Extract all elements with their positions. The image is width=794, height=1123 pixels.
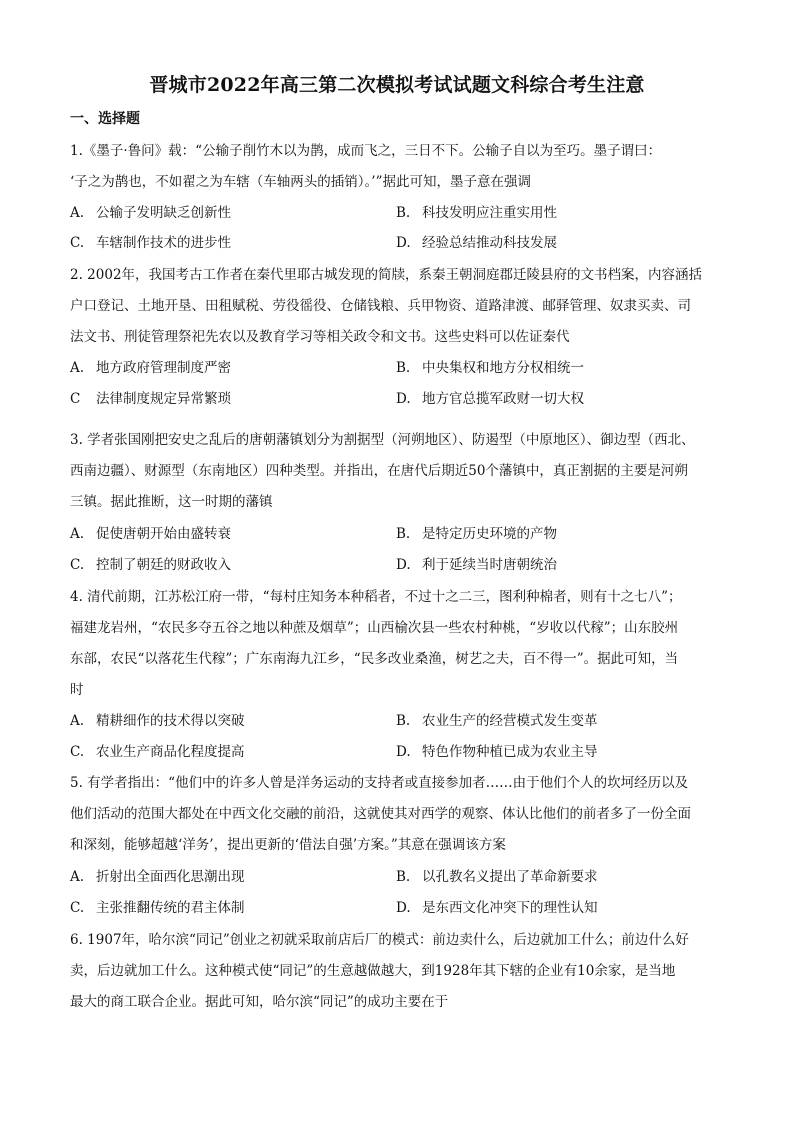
option-text: 是东西文化冲突下的理性认知 xyxy=(422,900,598,916)
option-text: 中央集权和地方分权相统一 xyxy=(422,360,584,376)
question-1-option-c xyxy=(70,233,231,253)
option-key: B. xyxy=(396,205,411,221)
question-1-line-2: ‘子之为鹊也，不如翟之为车辖（车轴两头的插销）。’”据此可知，墨子意在强调 xyxy=(70,174,531,190)
question-2-line-1: 2. 2002年，我国考古工作者在秦代里耶古城发现的简牍，系秦王朝洞庭郡迁陵县府的文书档案，内容涵括 xyxy=(70,267,703,283)
option-key: A. xyxy=(70,869,85,885)
option-text: 利于延续当时唐朝统治 xyxy=(422,557,557,573)
question-5-line-3: 和深刻，能够超越‘洋务’，提出更新的‘借法自强’方案。”其意在强调该方案 xyxy=(70,837,506,853)
question-2-option-a xyxy=(70,358,231,378)
option-text: 车辖制作技术的进步性 xyxy=(96,235,231,251)
question-4-option-d xyxy=(396,742,598,762)
question-2-option-b xyxy=(396,358,584,378)
question-4-option-b xyxy=(396,711,598,731)
option-key: C. xyxy=(70,900,85,916)
question-3-option-d xyxy=(396,555,557,575)
option-key: D. xyxy=(396,235,411,251)
question-4-line-2: 福建龙岩州，“农民多夺五谷之地以种蔗及烟草”；山西榆次县一些农村种桃，“岁收以代稼”；山东胶州 xyxy=(70,620,679,636)
option-text: 精耕细作的技术得以突破 xyxy=(96,713,245,729)
option-key: C. xyxy=(70,235,85,251)
option-key: D. xyxy=(396,744,411,760)
option-key: D. xyxy=(396,557,411,573)
question-3-line-2: 西南边疆）、财源型（东南地区）四种类型。并指出，在唐代后期近50个藩镇中，真正割据的主要是河朔 xyxy=(70,463,688,479)
question-3-option-b xyxy=(396,524,557,544)
question-1-option-b xyxy=(396,203,557,223)
question-6-line-2: 卖，后边就加工什么。这种模式使“同记”的生意越做越大，到1928年其下辖的企业有10余家，是当地 xyxy=(70,963,676,979)
option-text: 科技发明应注重实用性 xyxy=(422,205,557,221)
option-text: 以孔教名义提出了革命新要求 xyxy=(422,869,598,885)
question-6-line-1: 6. 1907年，哈尔滨“同记”创业之初就采取前店后厂的模式：前边卖什么，后边就加工什么；前边什么好 xyxy=(70,932,689,948)
option-key: B. xyxy=(396,869,411,885)
question-3-line-1: 3. 学者张国刚把安史之乱后的唐朝藩镇划分为割据型（河朔地区）、防遏型（中原地区）、御边型（西北、 xyxy=(70,432,695,448)
option-key: C. xyxy=(70,557,85,573)
option-text: 经验总结推动科技发展 xyxy=(422,235,557,251)
question-5-option-d xyxy=(396,898,598,918)
option-text: 地方政府管理制度严密 xyxy=(96,360,231,376)
option-text: 农业生产商品化程度提高 xyxy=(96,744,245,760)
option-text: 折射出全面西化思潮出现 xyxy=(96,869,245,885)
question-2-line-3: 法文书、刑徒管理祭祀先农以及教育学习等相关政令和文书。这些史料可以佐证秦代 xyxy=(70,329,570,345)
question-1-option-d xyxy=(396,233,557,253)
option-text: 法律制度规定异常繁琐 xyxy=(96,391,231,407)
question-4-line-4: 时 xyxy=(70,682,84,698)
page-title: 晋城市2022年高三第二次模拟考试试题文科综合考生注意 xyxy=(149,74,645,96)
option-text: 农业生产的经营模式发生变革 xyxy=(422,713,598,729)
option-key: A. xyxy=(70,360,85,376)
option-key: B. xyxy=(396,360,411,376)
question-2-option-c xyxy=(70,389,231,409)
option-text: 主张推翻传统的君主体制 xyxy=(96,900,245,916)
option-key: A. xyxy=(70,713,85,729)
option-key: D. xyxy=(396,391,411,407)
option-key: A. xyxy=(70,526,85,542)
question-3-option-c xyxy=(70,555,231,575)
option-text: 是特定历史环境的产物 xyxy=(422,526,557,542)
question-2-line-2: 户口登记、土地开垦、田租赋税、劳役徭役、仓储钱粮、兵甲物资、道路津渡、邮驿管理、奴隶买卖、司 xyxy=(70,298,691,314)
question-4-line-1: 4. 清代前期，江苏松江府一带，“每村庄知务本种稻者，不过十之二三，图利种棉者，则有十之七八”； xyxy=(70,589,682,605)
question-4-option-c xyxy=(70,742,245,762)
option-text: 特色作物种植已成为农业主导 xyxy=(422,744,598,760)
option-key: C xyxy=(70,391,81,407)
section-heading: 一、选择题 xyxy=(70,111,140,127)
question-5-line-1: 5. 有学者指出：“他们中的许多人曾是洋务运动的支持者或直接参加者……由于他们个人的坎坷经历以及 xyxy=(70,775,689,791)
question-5-line-2: 他们活动的范围大都处在中西文化交融的前沿，这就使其对西学的观察、体认比他们的前者多了一份全面 xyxy=(70,806,691,822)
option-text: 控制了朝廷的财政收入 xyxy=(96,557,231,573)
question-3-option-a xyxy=(70,524,231,544)
option-text: 地方官总揽军政财一切大权 xyxy=(422,391,584,407)
option-key: A. xyxy=(70,205,85,221)
question-6-line-3: 最大的商工联合企业。据此可知，哈尔滨“同记”的成功主要在于 xyxy=(70,994,449,1010)
question-2-option-d xyxy=(396,389,584,409)
question-4-line-3: 东部，农民“以落花生代稼”；广东南海九江乡，“民多改业桑渔，树艺之夫，百不得一”。据此可知，当 xyxy=(70,651,679,667)
option-key: C. xyxy=(70,744,85,760)
option-key: B. xyxy=(396,526,411,542)
question-3-line-3: 三镇。据此推断，这一时期的藩镇 xyxy=(70,494,273,510)
question-5-option-c xyxy=(70,898,245,918)
option-text: 公输子发明缺乏创新性 xyxy=(96,205,231,221)
option-text: 促使唐朝开始由盛转衰 xyxy=(96,526,231,542)
question-5-option-b xyxy=(396,867,598,887)
question-1-line-1: 1.《墨子·鲁问》载：“公输子削竹木以为鹊，成而飞之，三日不下。公输子自以为至巧。墨子谓曰： xyxy=(70,143,662,159)
question-4-option-a xyxy=(70,711,245,731)
option-key: B. xyxy=(396,713,411,729)
question-5-option-a xyxy=(70,867,245,887)
question-1-option-a xyxy=(70,203,231,223)
option-key: D. xyxy=(396,900,411,916)
